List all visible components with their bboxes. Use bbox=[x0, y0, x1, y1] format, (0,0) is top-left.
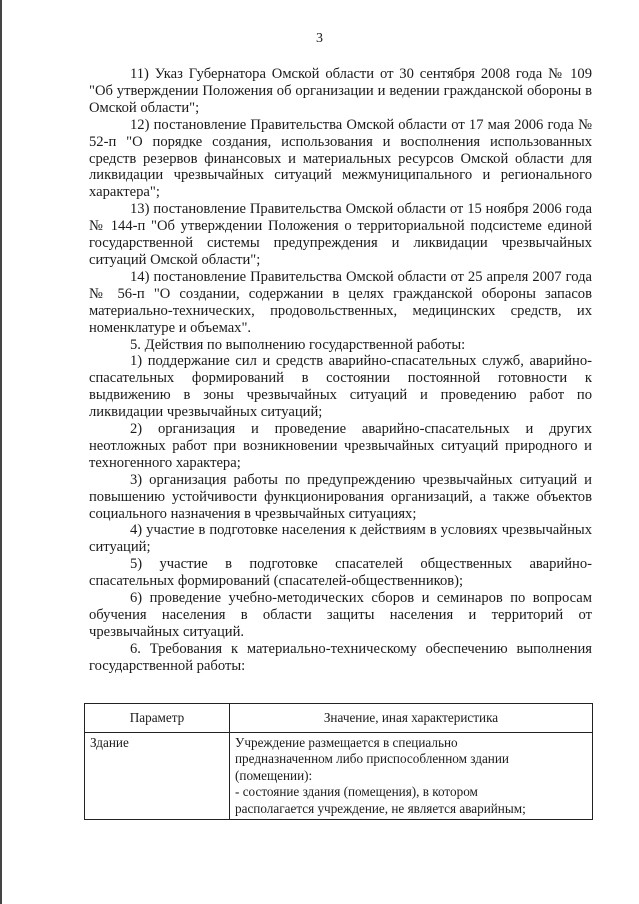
cell-value bbox=[230, 733, 593, 820]
paragraph: 12) постановление Правительства Омской области от 17 мая 2006 года № 52-п "О порядке создания, использования и восполнения использованных средств резервов финансовых и материальных ресурсов Омской области для ликвидации чрезвычайных ситуаций межмуниципального и регионального характера"; bbox=[89, 116, 592, 201]
paragraph: 5) участие в подготовке спасателей общественных аварийно-спасательных формирований (спасателей-общественников); bbox=[89, 556, 592, 590]
paragraph: 6. Требования к материально-техническому обеспечению выполнения государственной работы: bbox=[89, 640, 592, 674]
paragraph: 3) организация работы по предупреждению чрезвычайных ситуаций и повышению устойчивости функционирования организаций, а также объектов социального назначения в чрезвычайных ситуациях; bbox=[89, 471, 592, 522]
cell-parameter: Здание bbox=[85, 733, 230, 820]
table-header-row bbox=[85, 704, 593, 733]
paragraph: 14) постановление Правительства Омской области от 25 апреля 2007 года № 56-п "О создании, содержании в целях гражданской обороны запасов материально-технических, продовольственных, медицинских средств, их номенклатуре и объемах". bbox=[89, 268, 592, 336]
value-line: предназначенном либо приспособленном здании bbox=[235, 751, 509, 767]
value-line: Учреждение размещается в специально bbox=[235, 735, 458, 750]
value-line: - состояние здания (помещения), в котором bbox=[235, 784, 478, 800]
paragraph: 6) проведение учебно-методических сборов и семинаров по вопросам обучения населения в области защиты населения и территорий от чрезвычайных ситуаций. bbox=[89, 590, 592, 640]
requirements-table bbox=[84, 703, 593, 820]
page-number: 3 bbox=[316, 31, 323, 46]
paragraph: 1) поддержание сил и средств аварийно-спасательных служб, аварийно-спасательных формирований в состоянии постоянной готовности к выдвижению в зоны чрезвычайных ситуаций и проведению работ по ликвидации чрезвычайных ситуаций; bbox=[89, 353, 592, 421]
paragraph: 13) постановление Правительства Омской области от 15 ноября 2006 года № 144-п "Об утверждении Положения о территориальной подсистеме единой государственной системы предупреждения и ликвидации чрезвычайных ситуаций Омской области"; bbox=[89, 201, 592, 268]
value-line: располагается учреждение, не является аварийным; bbox=[235, 800, 526, 816]
header-value: Значение, иная характеристика bbox=[230, 704, 593, 733]
paragraph: 4) участие в подготовке населения к действиям в условиях чрезвычайных ситуаций; bbox=[89, 522, 592, 556]
value-line: (помещении): bbox=[235, 767, 313, 783]
document-body bbox=[89, 66, 592, 675]
table-row bbox=[85, 733, 593, 820]
paragraph: 11) Указ Губернатора Омской области от 30 сентября 2008 года № 109 "Об утверждении Положения об организации и ведении гражданской обороны в Омской области"; bbox=[89, 66, 592, 116]
header-parameter: Параметр bbox=[85, 704, 230, 733]
paragraph: 5. Действия по выполнению государственной работы: bbox=[130, 336, 466, 353]
paragraph: 2) организация и проведение аварийно-спасательных и других неотложных работ при возникновении чрезвычайных ситуаций природного и техногенного характера; bbox=[89, 421, 592, 471]
page-edge bbox=[0, 0, 2, 904]
